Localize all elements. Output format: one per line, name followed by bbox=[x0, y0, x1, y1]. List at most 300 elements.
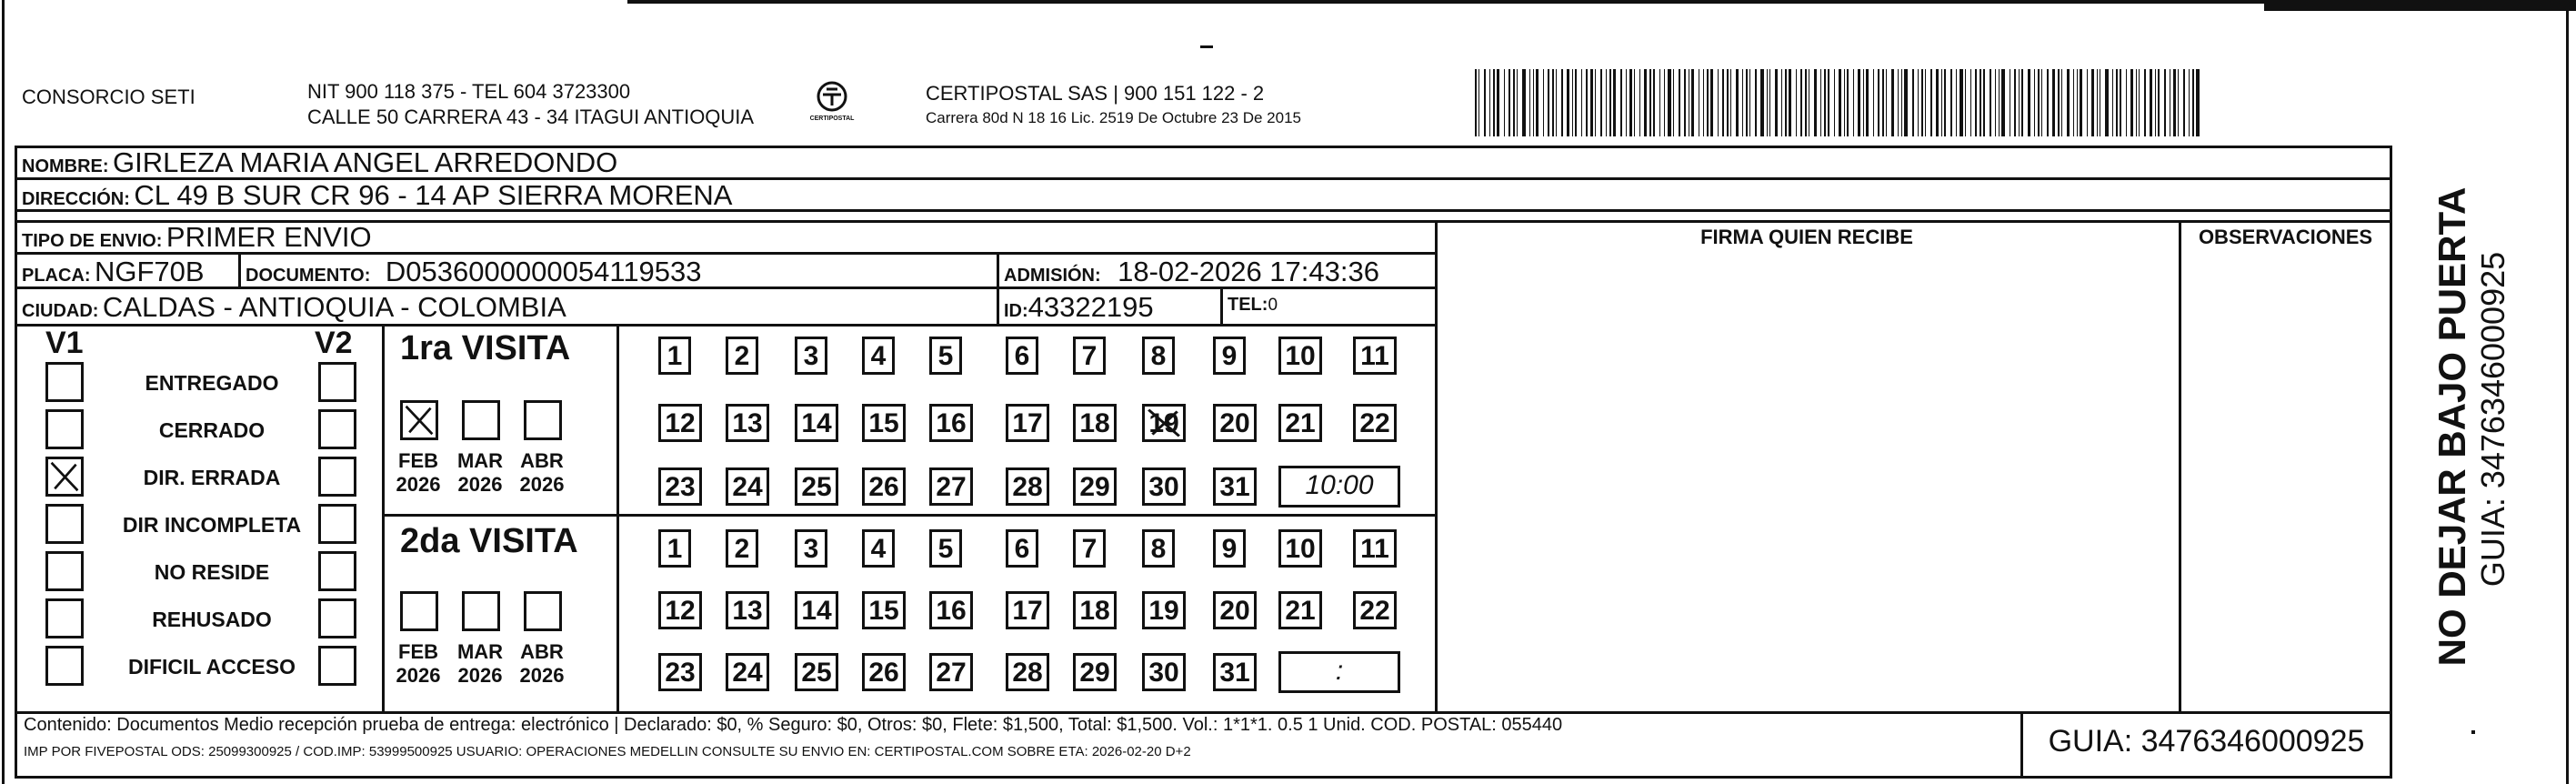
scan-mark bbox=[1200, 45, 1213, 48]
month-name: FEB bbox=[398, 449, 438, 472]
side-warning: NO DEJAR BAJO PUERTA bbox=[2431, 186, 2473, 667]
barcode-bar bbox=[1944, 69, 1946, 136]
month-name: FEB bbox=[398, 640, 438, 663]
check-mark-icon bbox=[48, 459, 81, 494]
day-box[interactable]: 30 bbox=[1142, 467, 1186, 506]
day-box[interactable]: 2 bbox=[726, 337, 758, 375]
day-box[interactable]: 16 bbox=[929, 591, 973, 629]
footer-line bbox=[15, 711, 2392, 714]
status-label: DIFICIL ACCESO bbox=[127, 655, 296, 678]
barcode-bar bbox=[1572, 69, 1573, 136]
barcode-bar bbox=[2126, 69, 2127, 136]
barcode-bar bbox=[1710, 69, 1713, 136]
barcode-bar bbox=[1930, 69, 1932, 136]
barcode-bar bbox=[1742, 69, 1743, 136]
col-line-tel bbox=[1220, 286, 1223, 324]
barcode-bar bbox=[1891, 69, 1893, 136]
barcode-bar bbox=[1629, 69, 1632, 136]
month-checkbox[interactable] bbox=[524, 591, 562, 631]
barcode-bar bbox=[1814, 69, 1818, 136]
day-box[interactable]: 30 bbox=[1142, 653, 1186, 691]
status-v2-checkbox[interactable] bbox=[318, 362, 356, 402]
company-address: CALLE 50 CARRERA 43 - 34 ITAGUI ANTIOQUIA bbox=[307, 106, 755, 128]
barcode-bar bbox=[1567, 69, 1569, 136]
day-box[interactable]: 10 bbox=[1278, 337, 1322, 375]
day-box[interactable]: 18 bbox=[1073, 404, 1117, 442]
check-mark-icon bbox=[1145, 407, 1183, 439]
day-box[interactable]: 3 bbox=[795, 529, 827, 568]
barcode-bar bbox=[1673, 69, 1674, 136]
barcode-bar bbox=[2173, 69, 2176, 136]
barcode-bar bbox=[2061, 69, 2062, 136]
month-year: 2026 bbox=[457, 473, 503, 496]
barcode-bar bbox=[1760, 69, 1764, 136]
barcode-bar bbox=[1493, 69, 1495, 136]
col-line-admision bbox=[997, 252, 999, 324]
month-label bbox=[515, 640, 569, 688]
day-box[interactable]: 5 bbox=[929, 529, 962, 568]
certipostal-line1: CERTIPOSTAL SAS | 900 151 122 - 2 bbox=[926, 82, 1265, 105]
barcode-bar bbox=[1995, 69, 1996, 136]
barcode-bar bbox=[1834, 69, 1835, 136]
status-label: ENTREGADO bbox=[145, 371, 279, 395]
barcode-bar bbox=[1478, 69, 1479, 136]
day-box[interactable]: 28 bbox=[1006, 467, 1049, 506]
month-label bbox=[453, 449, 507, 497]
day-box[interactable]: 26 bbox=[862, 653, 906, 691]
barcode-bar bbox=[1718, 69, 1719, 136]
barcode-bar bbox=[1999, 69, 2000, 136]
barcode-bar bbox=[2196, 69, 2200, 136]
barcode-bar bbox=[1749, 69, 1750, 136]
day-box[interactable]: 12 bbox=[658, 404, 702, 442]
day-box[interactable]: 25 bbox=[795, 653, 838, 691]
month-name: ABR bbox=[520, 640, 564, 663]
barcode-bar bbox=[2080, 69, 2082, 136]
barcode-bar bbox=[2120, 69, 2121, 136]
day-box[interactable]: 8 bbox=[1142, 529, 1175, 568]
visit-divider bbox=[382, 514, 1435, 517]
barcode-bar bbox=[1664, 69, 1665, 136]
day-box[interactable]: 27 bbox=[929, 653, 973, 691]
status-v1-checkbox[interactable] bbox=[45, 504, 84, 544]
month-name: MAR bbox=[456, 449, 504, 472]
barcode-bar bbox=[1912, 69, 1914, 136]
barcode-bar bbox=[1691, 69, 1694, 136]
day-box[interactable]: 8 bbox=[1142, 337, 1175, 375]
barcode-bar bbox=[1529, 69, 1530, 136]
barcode-bar bbox=[1781, 69, 1782, 136]
day-box[interactable]: 4 bbox=[862, 529, 895, 568]
barcode-bar bbox=[1767, 69, 1769, 136]
barcode-bar bbox=[2077, 69, 2079, 136]
barcode-bar bbox=[1684, 69, 1686, 136]
ciudad-label: CIUDAD: bbox=[22, 301, 99, 321]
row-line bbox=[15, 324, 1435, 327]
day-box[interactable]: 18 bbox=[1073, 591, 1117, 629]
day-box[interactable]: 28 bbox=[1006, 653, 1049, 691]
barcode-bar bbox=[1965, 69, 1966, 136]
barcode-bar bbox=[1898, 69, 1899, 136]
day-box[interactable]: 1 bbox=[658, 529, 691, 568]
day-box[interactable]: 11 bbox=[1353, 337, 1397, 375]
day-box[interactable]: 23 bbox=[658, 467, 702, 506]
month-label bbox=[515, 449, 569, 497]
month-label bbox=[453, 640, 507, 688]
barcode-bar bbox=[1755, 69, 1757, 136]
col-line-obs bbox=[2179, 220, 2181, 711]
barcode-bar bbox=[1775, 69, 1778, 136]
day-box[interactable]: 9 bbox=[1213, 529, 1246, 568]
visit2-title: 2da VISITA bbox=[400, 522, 578, 560]
day-box[interactable]: 1 bbox=[658, 337, 691, 375]
check-mark-icon bbox=[403, 403, 436, 437]
day-box[interactable]: 20 bbox=[1213, 404, 1257, 442]
barcode-bar bbox=[1703, 69, 1704, 136]
day-box[interactable]: 14 bbox=[795, 404, 838, 442]
barcode-bar bbox=[2178, 69, 2179, 136]
day-box[interactable]: 23 bbox=[658, 653, 702, 691]
barcode-bar bbox=[1785, 69, 1787, 136]
barcode-bar bbox=[2164, 69, 2166, 136]
time-box[interactable]: 10:00 bbox=[1278, 466, 1400, 508]
month-year: 2026 bbox=[519, 664, 565, 687]
day-box[interactable]: 25 bbox=[795, 467, 838, 506]
barcode-bar bbox=[1918, 69, 1919, 136]
barcode-bar bbox=[1878, 69, 1879, 136]
documento-label: DOCUMENTO: bbox=[246, 266, 371, 286]
barcode-bar bbox=[1746, 69, 1748, 136]
col-line-placa bbox=[238, 252, 241, 286]
barcode-bar bbox=[2067, 69, 2070, 136]
tel-label: TEL: bbox=[1228, 295, 1268, 315]
barcode-bar bbox=[2047, 69, 2049, 136]
day-box[interactable]: 15 bbox=[862, 404, 906, 442]
month-year: 2026 bbox=[396, 664, 441, 687]
col-line-firma bbox=[1435, 220, 1438, 711]
barcode-bar bbox=[2189, 69, 2190, 136]
barcode-bar bbox=[1649, 69, 1650, 136]
status-label: CERRADO bbox=[158, 418, 266, 442]
side-text bbox=[2393, 164, 2566, 673]
day-box[interactable]: 20 bbox=[1213, 591, 1257, 629]
barcode-bar bbox=[1653, 69, 1655, 136]
firma-label: FIRMA QUIEN RECIBE bbox=[1700, 226, 1913, 248]
direccion-row bbox=[22, 179, 732, 212]
day-box[interactable]: 13 bbox=[726, 404, 769, 442]
barcode-bar bbox=[1517, 69, 1518, 136]
month-year: 2026 bbox=[396, 473, 441, 496]
day-box[interactable]: 7 bbox=[1073, 529, 1106, 568]
day-box[interactable]: 5 bbox=[929, 337, 962, 375]
day-box[interactable]: 24 bbox=[726, 653, 769, 691]
placa-cell bbox=[22, 256, 205, 288]
footer-guia: GUIA: 3476346000925 bbox=[2048, 724, 2365, 759]
day-box[interactable]: 13 bbox=[726, 591, 769, 629]
barcode-bar bbox=[1668, 69, 1671, 136]
status-label: DIR. ERRADA bbox=[143, 466, 281, 489]
day-box[interactable]: 9 bbox=[1213, 337, 1246, 375]
barcode-bar bbox=[1901, 69, 1903, 136]
day-box[interactable]: 17 bbox=[1006, 591, 1049, 629]
right-scan-edge bbox=[2566, 7, 2569, 784]
barcode-bar bbox=[1509, 69, 1510, 136]
status-v1-checkbox[interactable] bbox=[45, 598, 84, 638]
day-box[interactable]: 6 bbox=[1006, 529, 1038, 568]
admision-label: ADMISIÓN: bbox=[1004, 266, 1101, 286]
barcode-bar bbox=[2144, 69, 2146, 136]
barcode-bar bbox=[1644, 69, 1647, 136]
day-box[interactable]: 7 bbox=[1073, 337, 1106, 375]
status-v2-checkbox[interactable] bbox=[318, 598, 356, 638]
day-box[interactable]: 15 bbox=[862, 591, 906, 629]
barcode-bar bbox=[1839, 69, 1841, 136]
barcode-bar bbox=[1620, 69, 1622, 136]
status-v1-checkbox[interactable] bbox=[45, 457, 84, 497]
tel-value: 0 bbox=[1268, 296, 1278, 315]
placa-label: PLACA: bbox=[22, 266, 91, 286]
barcode-bar bbox=[1800, 69, 1802, 136]
barcode-bar bbox=[1581, 69, 1583, 136]
barcode-bar bbox=[1613, 69, 1617, 136]
footer-line1: Contenido: Documentos Medio recepción prueba de entrega: electrónico | Declarado: $0, % Seguro: $0, Otros: $0, Flete: $1,500, Total: $1,500. Vol.: 1*1*1. 0.5 1 Unid. COD. POSTAL: 055440 bbox=[24, 715, 1563, 735]
barcode-bar bbox=[1634, 69, 1635, 136]
day-box[interactable]: 31 bbox=[1213, 653, 1257, 691]
status-v2-checkbox[interactable] bbox=[318, 646, 356, 686]
company-nit: NIT 900 118 375 - TEL 604 3723300 bbox=[307, 80, 631, 103]
month-checkbox[interactable] bbox=[462, 400, 500, 440]
barcode-bar bbox=[2105, 69, 2109, 136]
status-v1-checkbox[interactable] bbox=[45, 551, 84, 591]
left-scan-edge bbox=[2, 0, 5, 784]
day-box[interactable]: 24 bbox=[726, 467, 769, 506]
barcode-bar bbox=[1936, 69, 1939, 136]
documento-value: D0536000000054119533 bbox=[385, 256, 702, 287]
barcode-bar bbox=[1590, 69, 1593, 136]
status-v1-checkbox[interactable] bbox=[45, 409, 84, 449]
scan-dot bbox=[2471, 730, 2475, 734]
barcode-bar bbox=[2001, 69, 2004, 136]
day-box[interactable]: 22 bbox=[1353, 404, 1397, 442]
barcode bbox=[1475, 69, 2204, 136]
id-label: ID: bbox=[1004, 301, 1028, 321]
day-box[interactable]: 3 bbox=[795, 337, 827, 375]
day-box[interactable]: 4 bbox=[862, 337, 895, 375]
barcode-bar bbox=[1853, 69, 1855, 136]
barcode-bar bbox=[1561, 69, 1563, 136]
barcode-bar bbox=[1858, 69, 1860, 136]
barcode-bar bbox=[1925, 69, 1926, 136]
day-box[interactable]: 27 bbox=[929, 467, 973, 506]
barcode-bar bbox=[1475, 69, 1477, 136]
barcode-bar bbox=[1727, 69, 1729, 136]
barcode-bar bbox=[1950, 69, 1952, 136]
barcode-bar bbox=[2183, 69, 2185, 136]
barcode-bar bbox=[1970, 69, 1972, 136]
status-label: DIR INCOMPLETA bbox=[122, 513, 302, 537]
barcode-bar bbox=[1789, 69, 1791, 136]
id-value: 43322195 bbox=[1027, 291, 1154, 323]
id-cell bbox=[1004, 291, 1154, 324]
status-label: REHUSADO bbox=[152, 608, 272, 631]
barcode-bar bbox=[2155, 69, 2156, 136]
barcode-bar bbox=[2150, 69, 2152, 136]
nombre-value: GIRLEZA MARIA ANGEL ARREDONDO bbox=[113, 146, 618, 178]
barcode-bar bbox=[2170, 69, 2171, 136]
barcode-bar bbox=[1736, 69, 1739, 136]
status-v1-checkbox[interactable] bbox=[45, 362, 84, 402]
barcode-bar bbox=[1626, 69, 1627, 136]
barcode-bar bbox=[1960, 69, 1963, 136]
barcode-bar bbox=[2158, 69, 2160, 136]
direccion-value: CL 49 B SUR CR 96 - 14 AP SIERRA MORENA bbox=[134, 179, 733, 211]
top-border-right bbox=[2264, 4, 2576, 11]
barcode-bar bbox=[2058, 69, 2060, 136]
footer-line2: IMP POR FIVEPOSTAL ODS: 25099300925 / COD.IMP: 53999500925 USUARIO: OPERACIONES MEDELLIN CONSULTE SU ENVIO EN: CERTIPOSTAL.COM SOBRE ETA: 2026-02-20 D+2 bbox=[24, 744, 1191, 759]
barcode-bar bbox=[1606, 69, 1607, 136]
barcode-bar bbox=[1904, 69, 1908, 136]
barcode-bar bbox=[1730, 69, 1732, 136]
time-box[interactable]: : bbox=[1278, 651, 1400, 693]
barcode-bar bbox=[2038, 69, 2040, 136]
status-v2-checkbox[interactable] bbox=[318, 409, 356, 449]
barcode-bar bbox=[2116, 69, 2118, 136]
barcode-bar bbox=[1504, 69, 1505, 136]
barcode-bar bbox=[1639, 69, 1641, 136]
month-name: ABR bbox=[520, 449, 564, 472]
barcode-bar bbox=[1722, 69, 1724, 136]
month-label bbox=[391, 449, 446, 497]
barcode-bar bbox=[2021, 69, 2023, 136]
status-v2-checkbox[interactable] bbox=[318, 551, 356, 591]
barcode-bar bbox=[1679, 69, 1680, 136]
barcode-bar bbox=[2091, 69, 2093, 136]
certipostal-line2: Carrera 80d N 18 16 Lic. 2519 De Octubre 23 De 2015 bbox=[926, 109, 1301, 126]
admision-cell bbox=[1004, 256, 1379, 288]
month-label bbox=[391, 640, 446, 688]
barcode-bar bbox=[1556, 69, 1557, 136]
barcode-bar bbox=[2041, 69, 2042, 136]
barcode-bar bbox=[1489, 69, 1490, 136]
barcode-bar bbox=[1805, 69, 1807, 136]
barcode-bar bbox=[1600, 69, 1602, 136]
barcode-bar bbox=[1522, 69, 1526, 136]
barcode-bar bbox=[1659, 69, 1661, 136]
barcode-bar bbox=[1956, 69, 1957, 136]
documento-cell bbox=[246, 256, 702, 288]
day-box[interactable]: 29 bbox=[1073, 653, 1117, 691]
status-v2-checkbox[interactable] bbox=[318, 504, 356, 544]
barcode-bar bbox=[1536, 69, 1538, 136]
visit1-title: 1ra VISITA bbox=[400, 329, 571, 367]
barcode-bar bbox=[1975, 69, 1977, 136]
barcode-bar bbox=[1513, 69, 1515, 136]
barcode-bar bbox=[2139, 69, 2140, 136]
barcode-bar bbox=[1873, 69, 1875, 136]
barcode-bar bbox=[1497, 69, 1499, 136]
day-box[interactable]: 19 bbox=[1142, 591, 1186, 629]
barcode-bar bbox=[1886, 69, 1887, 136]
month-year: 2026 bbox=[457, 664, 503, 687]
day-box[interactable]: 17 bbox=[1006, 404, 1049, 442]
day-box[interactable]: 6 bbox=[1006, 337, 1038, 375]
status-v2-checkbox[interactable] bbox=[318, 457, 356, 497]
admision-value: 18-02-2026 17:43:36 bbox=[1118, 256, 1379, 287]
day-box[interactable]: 26 bbox=[862, 467, 906, 506]
barcode-bar bbox=[1882, 69, 1885, 136]
day-box[interactable]: 21 bbox=[1278, 404, 1322, 442]
day-box[interactable]: 14 bbox=[795, 591, 838, 629]
col-line-months bbox=[616, 324, 619, 711]
month-checkbox[interactable] bbox=[524, 400, 562, 440]
barcode-bar bbox=[2034, 69, 2035, 136]
day-box[interactable]: 12 bbox=[658, 591, 702, 629]
barcode-bar bbox=[2052, 69, 2056, 136]
month-checkbox[interactable] bbox=[462, 591, 500, 631]
tipo-label: TIPO DE ENVIO: bbox=[22, 231, 163, 251]
barcode-bar bbox=[1828, 69, 1829, 136]
barcode-bar bbox=[1796, 69, 1797, 136]
day-box[interactable]: 10 bbox=[1278, 529, 1322, 568]
nombre-row bbox=[22, 146, 617, 179]
barcode-bar bbox=[1921, 69, 1924, 136]
barcode-bar bbox=[1983, 69, 1986, 136]
barcode-bar bbox=[1941, 69, 1942, 136]
day-box[interactable]: 11 bbox=[1353, 529, 1397, 568]
certipostal-logo-icon bbox=[814, 78, 850, 115]
barcode-bar bbox=[2028, 69, 2030, 136]
direccion-label: DIRECCIÓN: bbox=[22, 189, 130, 209]
day-box[interactable]: 31 bbox=[1213, 467, 1257, 506]
day-box[interactable]: 2 bbox=[726, 529, 758, 568]
barcode-bar bbox=[1990, 69, 1991, 136]
barcode-bar bbox=[2014, 69, 2016, 136]
month-checkbox[interactable] bbox=[400, 400, 438, 440]
tel-cell bbox=[1228, 295, 1278, 316]
day-box[interactable]: 16 bbox=[929, 404, 973, 442]
barcode-bar bbox=[2130, 69, 2133, 136]
ciudad-value: CALDAS - ANTIOQUIA - COLOMBIA bbox=[102, 291, 566, 323]
barcode-bar bbox=[1769, 69, 1770, 136]
day-box[interactable]: 21 bbox=[1278, 591, 1322, 629]
month-year: 2026 bbox=[519, 473, 565, 496]
month-checkbox[interactable] bbox=[400, 591, 438, 631]
tipo-value: PRIMER ENVIO bbox=[165, 221, 372, 253]
barcode-bar bbox=[1595, 69, 1596, 136]
barcode-bar bbox=[1699, 69, 1700, 136]
certipostal-logo-text: CERTIPOSTAL bbox=[809, 116, 855, 122]
barcode-bar bbox=[1824, 69, 1826, 136]
day-box[interactable]: 22 bbox=[1353, 591, 1397, 629]
barcode-bar bbox=[2192, 69, 2194, 136]
barcode-bar bbox=[2019, 69, 2020, 136]
day-box[interactable]: 19 bbox=[1142, 404, 1186, 442]
certipostal-logo bbox=[809, 78, 855, 129]
observaciones-label: OBSERVACIONES bbox=[2198, 226, 2373, 248]
barcode-bar bbox=[1707, 69, 1709, 136]
barcode-bar bbox=[1575, 69, 1577, 136]
barcode-bar bbox=[2097, 69, 2099, 136]
barcode-bar bbox=[1533, 69, 1535, 136]
status-v1-checkbox[interactable] bbox=[45, 646, 84, 686]
day-box[interactable]: 29 bbox=[1073, 467, 1117, 506]
barcode-bar bbox=[1586, 69, 1588, 136]
side-guia: GUIA: 3476346000925 bbox=[2474, 251, 2511, 588]
nombre-label: NOMBRE: bbox=[22, 156, 109, 176]
barcode-bar bbox=[1548, 69, 1550, 136]
barcode-bar bbox=[2073, 69, 2074, 136]
barcode-bar bbox=[1552, 69, 1554, 136]
